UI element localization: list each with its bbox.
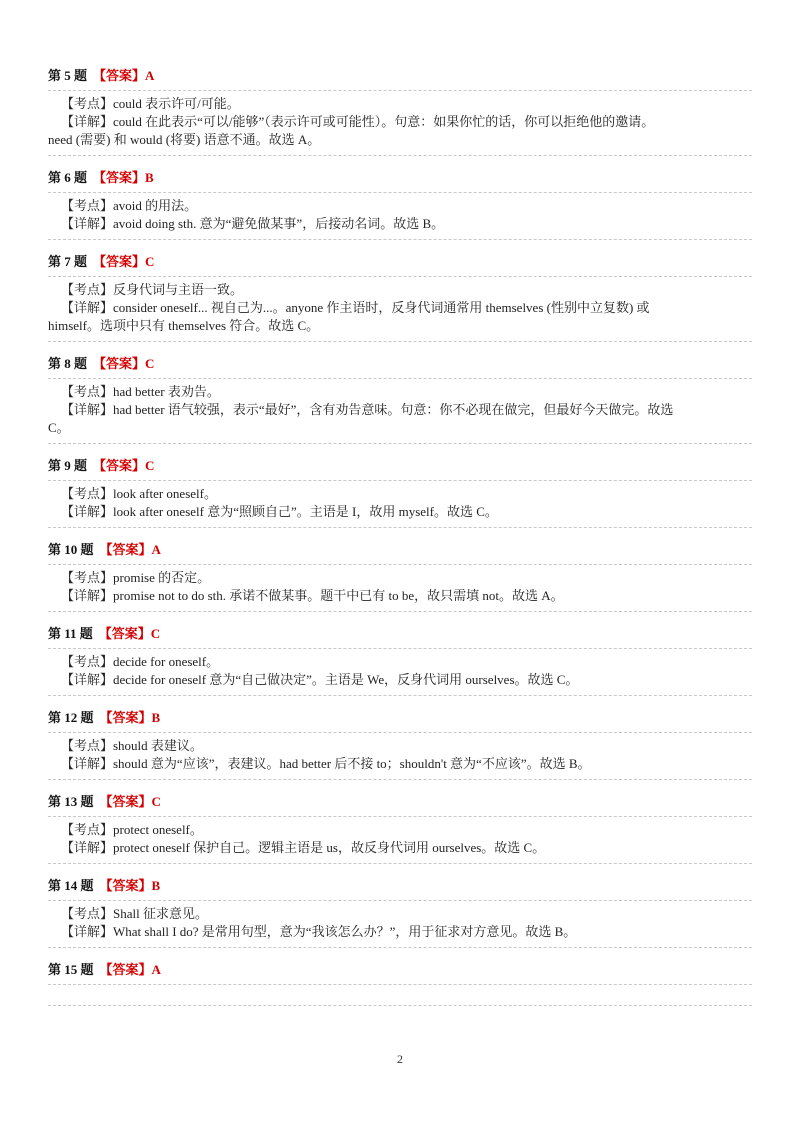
question-number: 第 5 题 [48, 68, 88, 83]
explanation [48, 481, 752, 527]
question-number: 第 6 题 [48, 170, 88, 185]
explanation-line: 【考点】promise 的否定。 [61, 570, 211, 585]
question-number: 第 12 题 [48, 710, 94, 725]
explanation-line: 【考点】Shall 征求意见。 [61, 906, 208, 921]
explanation-line: 【详解】avoid doing sth. 意为“避免做某事”，后接动名词。故选 B。 [61, 216, 445, 231]
question-block [48, 252, 752, 354]
explanation [48, 901, 752, 947]
question-heading [48, 168, 752, 188]
explanation-line: 【详解】promise not to do sth. 承诺不做某事。题干中已有 to be，故只需填 not。故选 A。 [61, 588, 564, 603]
answer-label: 【答案】B [99, 878, 161, 893]
question-heading [48, 960, 752, 980]
explanation [48, 817, 752, 863]
explanation-line: 【考点】should 表建议。 [61, 738, 203, 753]
question-number: 第 8 题 [48, 356, 88, 371]
explanation-line: 【考点】avoid 的用法。 [61, 198, 198, 213]
question-block [48, 960, 752, 1006]
page-number: 2 [397, 1052, 403, 1066]
question-heading [48, 624, 752, 644]
question-block [48, 792, 752, 876]
question-number: 第 10 题 [48, 542, 94, 557]
answer-label: 【答案】A [93, 68, 155, 83]
question-heading [48, 252, 752, 272]
divider [48, 1005, 752, 1006]
question-block [48, 168, 752, 252]
question-heading [48, 708, 752, 728]
question-block [48, 540, 752, 624]
answer-label: 【答案】C [99, 794, 161, 809]
explanation-line: 【详解】had better 语气较强，表示“最好”，含有劝告意味。句意：你不必现在做完，但最好今天做完。故选 [61, 402, 674, 417]
answer-label: 【答案】B [99, 710, 161, 725]
question-block [48, 66, 752, 168]
explanation-line: 【详解】What shall I do? 是常用句型，意为“我该怎么办？”，用于征求对方意见。故选 B。 [61, 924, 577, 939]
explanation-line: 【考点】had better 表劝告。 [61, 384, 220, 399]
answer-page [48, 66, 752, 1006]
explanation [48, 379, 752, 443]
question-number: 第 14 题 [48, 878, 94, 893]
answer-label: 【答案】C [98, 626, 161, 641]
explanation-line: 【详解】look after oneself 意为“照顾自己”。主语是 I，故用 myself。故选 C。 [61, 504, 498, 519]
question-block [48, 876, 752, 960]
explanation-line: himself。选项中只有 themselves 符合。故选 C。 [48, 318, 320, 333]
explanation-line: 【详解】should 意为“应该”，表建议。had better 后不接 to；shouldn't 意为“不应该”。故选 B。 [61, 756, 591, 771]
question-block [48, 708, 752, 792]
question-heading [48, 66, 752, 86]
explanation [48, 649, 752, 695]
question-heading [48, 354, 752, 374]
question-heading [48, 792, 752, 812]
explanation-line: 【考点】反身代词与主语一致。 [61, 282, 244, 297]
explanation-line: 【考点】protect oneself。 [61, 822, 203, 837]
explanation-line: 【考点】look after oneself。 [61, 486, 217, 501]
question-heading [48, 876, 752, 896]
explanation [48, 733, 752, 779]
question-block [48, 624, 752, 708]
explanation-line: need (需要) 和 would (将要) 语意不通。故选 A。 [48, 132, 321, 147]
explanation-line: C。 [48, 420, 70, 435]
explanation-line: 【考点】could 表示许可/可能。 [61, 96, 240, 111]
question-number: 第 11 题 [48, 626, 93, 641]
explanation [48, 277, 752, 341]
answer-label: 【答案】C [93, 458, 155, 473]
explanation-line: 【详解】decide for oneself 意为“自己做决定”。主语是 We，反身代词用 ourselves。故选 C。 [61, 672, 579, 687]
answer-label: 【答案】C [93, 356, 155, 371]
question-number: 第 7 题 [48, 254, 88, 269]
answer-label: 【答案】A [99, 962, 161, 977]
explanation [48, 565, 752, 611]
question-heading [48, 540, 752, 560]
explanation-line: 【详解】could 在此表示“可以/能够”（表示许可或可能性）。句意：如果你忙的话，你可以拒绝他的邀请。 [61, 114, 655, 129]
question-number: 第 15 题 [48, 962, 94, 977]
explanation [48, 91, 752, 155]
question-block [48, 354, 752, 456]
answer-label: 【答案】C [93, 254, 155, 269]
explanation-line: 【考点】decide for oneself。 [61, 654, 220, 669]
question-number: 第 13 题 [48, 794, 94, 809]
explanation [48, 193, 752, 239]
question-block [48, 456, 752, 540]
question-heading [48, 456, 752, 476]
explanation-line: 【详解】protect oneself 保护自己。逻辑主语是 us，故反身代词用 ourselves。故选 C。 [61, 840, 546, 855]
answer-label: 【答案】A [99, 542, 161, 557]
explanation-line: 【详解】consider oneself... 视自己为...。anyone 作主语时，反身代词通常用 themselves (性别中立复数) 或 [61, 300, 650, 315]
answer-label: 【答案】B [93, 170, 154, 185]
question-number: 第 9 题 [48, 458, 88, 473]
